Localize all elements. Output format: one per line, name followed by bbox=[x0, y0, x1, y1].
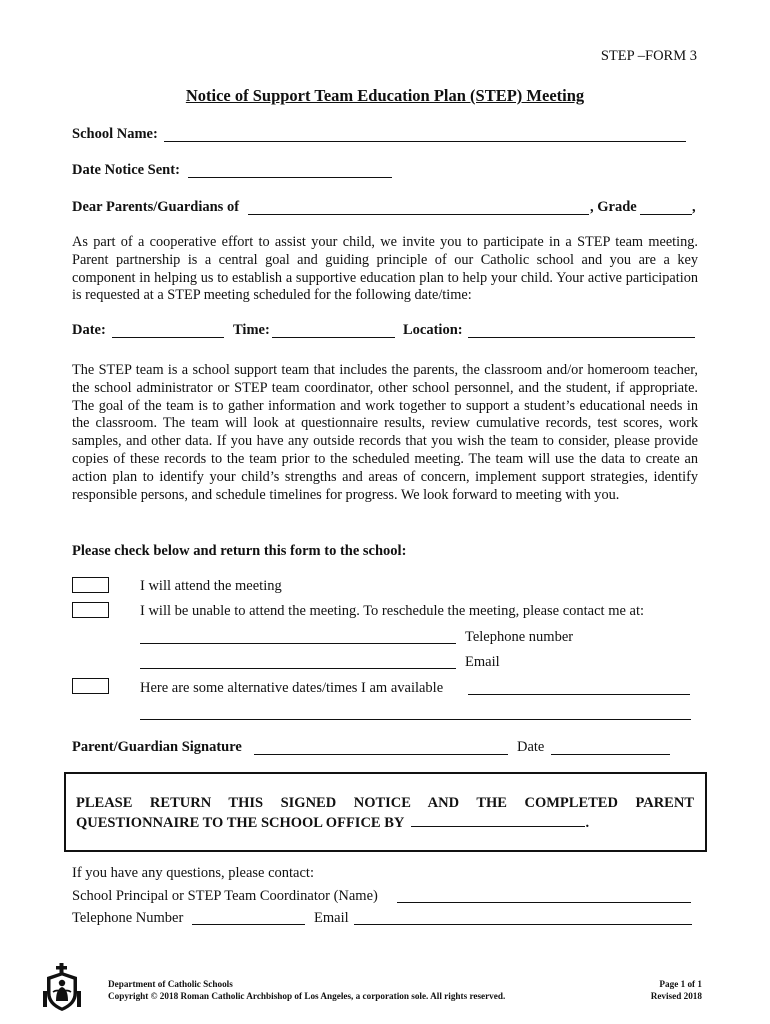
contact-email-field[interactable] bbox=[354, 911, 692, 925]
signature-date-field[interactable] bbox=[551, 741, 670, 755]
alternatives-field-line2[interactable] bbox=[140, 706, 691, 720]
principal-name-field[interactable] bbox=[397, 889, 691, 903]
footer-department: Department of Catholic Schools bbox=[108, 979, 233, 989]
checklist-heading: Please check below and return this form to the school: bbox=[72, 543, 407, 559]
date-notice-sent-label: Date Notice Sent: bbox=[72, 162, 180, 178]
school-name-label: School Name: bbox=[72, 126, 158, 142]
footer-revised: Revised 2018 bbox=[650, 991, 702, 1001]
return-notice-line1: PLEASE RETURN THIS SIGNED NOTICE AND THE COMPLETED PARENT bbox=[76, 795, 694, 811]
principal-label: School Principal or STEP Team Coordinator (Name) bbox=[72, 888, 378, 904]
footer-copyright: Copyright © 2018 Roman Catholic Archbishop of Los Angeles, a corporation sole. All rights reserved. bbox=[108, 991, 506, 1001]
meeting-date-label: Date: bbox=[72, 322, 106, 338]
reschedule-telephone-field[interactable] bbox=[140, 630, 456, 644]
dear-parents-label: Dear Parents/Guardians of bbox=[72, 199, 240, 215]
team-paragraph: The STEP team is a school support team that includes the parents, the classroom and/or homeroom teacher, the school administrator or STEP team coordinator, other school personnel, and the student, if appropriate. The goal of the team is to gather information and work together to support a student’s educational needs in the classroom. The team will look at questionnaire results, review cumulative records, test scores, work samples, and other data. If you have any outside records that you wish the team to consider, please provide copies of these records to the team prior to the scheduled meeting. The team will use the data to create an action plan to identify your child’s strengths and areas of concern, implement support strategies, identify responsible persons, and schedule timelines for progress. We look forward to meeting with you. bbox=[72, 362, 698, 503]
contact-telephone-label: Telephone Number bbox=[72, 910, 184, 926]
page-title: Notice of Support Team Education Plan (STEP) Meeting bbox=[185, 86, 585, 105]
form-id: STEP –FORM 3 bbox=[600, 48, 697, 64]
return-notice-line2: QUESTIONNAIRE TO THE SCHOOL OFFICE BY bbox=[76, 815, 404, 831]
telephone-number-label: Telephone number bbox=[465, 629, 574, 645]
attend-checkbox[interactable] bbox=[72, 577, 109, 593]
contact-email-label: Email bbox=[314, 910, 349, 926]
alternatives-checkbox[interactable] bbox=[72, 678, 109, 694]
return-notice-period: . bbox=[585, 815, 590, 831]
intro-paragraph: As part of a cooperative effort to assist your child, we invite you to participate in a STEP team meeting. Parent partnership is a central goal and guiding principle of our Catholic school and you are a key component in helping us to establish a supportive education plan to help your child. Your active participation is requested at a STEP meeting scheduled for the following date/time: bbox=[72, 234, 698, 304]
attend-label: I will attend the meeting bbox=[140, 578, 282, 594]
meeting-time-label: Time: bbox=[233, 322, 270, 338]
grade-comma: , bbox=[692, 199, 696, 215]
return-by-date-field[interactable] bbox=[411, 813, 585, 827]
signature-date-label: Date bbox=[517, 739, 545, 755]
meeting-time-field[interactable] bbox=[272, 324, 395, 338]
alternatives-field[interactable] bbox=[468, 681, 690, 695]
meeting-date-field[interactable] bbox=[112, 324, 224, 338]
reschedule-email-field[interactable] bbox=[140, 655, 456, 669]
signature-field[interactable] bbox=[254, 741, 508, 755]
unable-checkbox[interactable] bbox=[72, 602, 109, 618]
return-notice-box bbox=[64, 772, 707, 852]
grade-label: , Grade bbox=[590, 199, 637, 215]
meeting-location-field[interactable] bbox=[468, 324, 695, 338]
school-name-field[interactable] bbox=[164, 128, 686, 142]
alternatives-label: Here are some alternative dates/times I am available bbox=[140, 680, 444, 696]
footer-page-number: Page 1 of 1 bbox=[659, 979, 702, 989]
meeting-location-label: Location: bbox=[403, 322, 463, 338]
email-label: Email bbox=[465, 654, 500, 670]
signature-label: Parent/Guardian Signature bbox=[72, 739, 242, 755]
contact-intro: If you have any questions, please contact: bbox=[72, 865, 314, 881]
archdiocese-seal-icon bbox=[42, 963, 82, 1013]
grade-field[interactable] bbox=[640, 201, 692, 215]
date-notice-sent-field[interactable] bbox=[188, 164, 392, 178]
contact-telephone-field[interactable] bbox=[192, 911, 305, 925]
unable-label: I will be unable to attend the meeting. To reschedule the meeting, please contact me at: bbox=[140, 603, 645, 619]
student-name-field[interactable] bbox=[248, 201, 589, 215]
